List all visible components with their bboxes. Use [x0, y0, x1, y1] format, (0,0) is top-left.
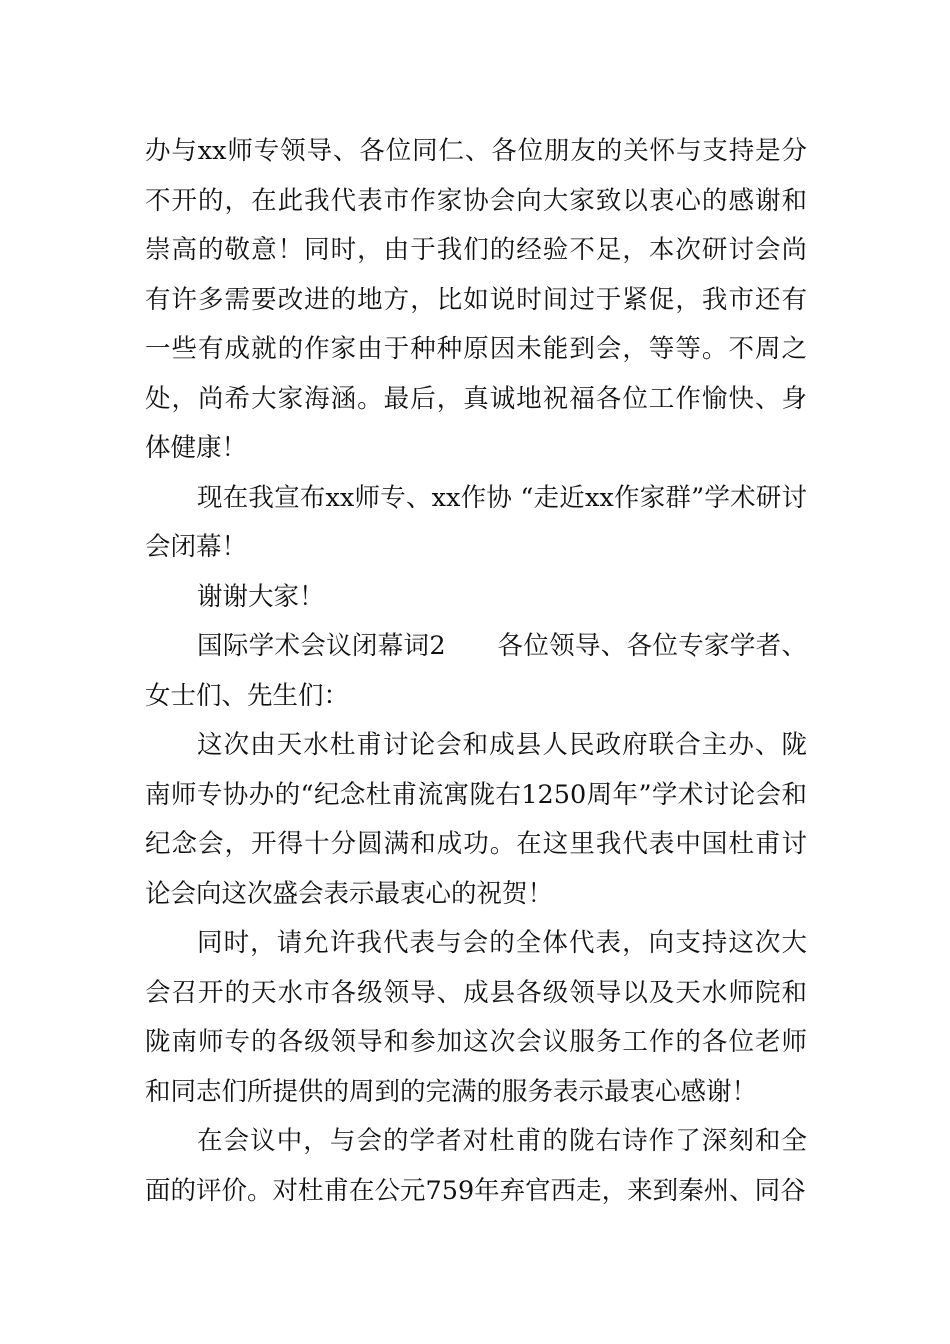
paragraph-5: 这次由天水杜甫讨论会和成县人民政府联合主办、陇南师专协办的“纪念杜甫流寓陇右1250周年”学术讨论会和纪念会，开得十分圆满和成功。在这里我代表中国杜甫讨论会向这次盛会表示最衷心的祝贺！ — [145, 730, 807, 909]
paragraph-1: 办与xx师专领导、各位同仁、各位朋友的关怀与支持是分不开的，在此我代表市作家协会向大家致以衷心的感谢和崇高的敬意！同时，由于我们的经验不足，本次研讨会尚有许多需要改进的地方，比如说时间过于紧促，我市还有一些有成就的作家由于种种原因未能到会，等等。不周之处，尚希大家海涵。最后，真诚地祝福各位工作愉快、身体健康！ — [145, 136, 807, 463]
paragraph-7: 在会议中，与会的学者对杜甫的陇右诗作了深刻和全面的评价。对杜甫在公元759年弃官西走，来到秦州、同谷 — [145, 1126, 807, 1206]
document-body — [145, 127, 807, 1216]
paragraph-6: 同时，请允许我代表与会的全体代表，向支持这次大会召开的天水市各级领导、成县各级领导以及天水师院和陇南师专的各级领导和参加这次会议服务工作的各位老师和同志们所提供的周到的完满的服务表示最衷心感谢！ — [145, 928, 807, 1107]
paragraph-4: 国际学术会议闭幕词2 各位领导、各位专家学者、女士们、先生们： — [145, 631, 807, 711]
paragraph-3: 谢谢大家！ — [197, 581, 325, 612]
paragraph-2: 现在我宣布xx师专、xx作协 “走近xx作家群”学术研讨会闭幕！ — [145, 482, 807, 562]
